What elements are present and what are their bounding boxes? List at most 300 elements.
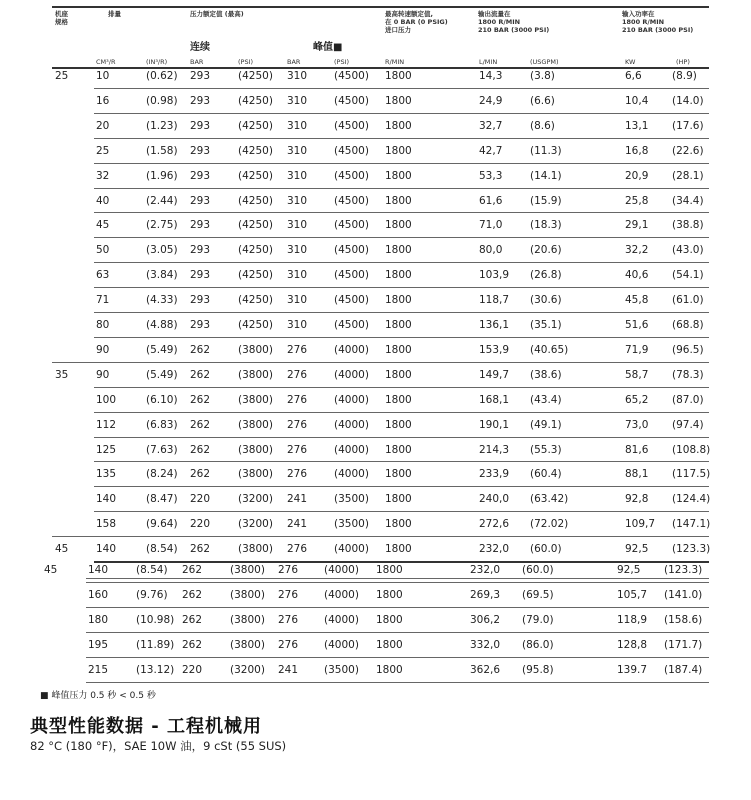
cell-cm3: 90 (96, 368, 110, 381)
table-row (0, 244, 751, 258)
cell-in3: (3.84) (146, 269, 178, 282)
cell-cm3: 125 (96, 443, 117, 456)
cell-gpm: (86.0) (522, 639, 554, 651)
cell-rpm: 1800 (385, 244, 412, 257)
cell-ppsi: (4000) (334, 368, 369, 381)
cell-rpm: 1800 (385, 269, 412, 282)
cell-kw: 128,8 (617, 639, 648, 651)
header-rated-pressure: 压力额定值 (最高) (190, 10, 244, 18)
cell-kw: 20,9 (625, 169, 649, 182)
cell-cm3: 80 (96, 319, 110, 331)
cell-in3: (1.96) (146, 169, 178, 182)
table-row (0, 518, 751, 532)
table-row (0, 419, 751, 433)
cell-pbar: 310 (287, 94, 308, 107)
cell-lmin: 306,2 (470, 614, 501, 626)
cell-lmin: 103,9 (479, 269, 510, 282)
cell-kw: 25,8 (625, 194, 649, 207)
cell-bar: 262 (190, 343, 211, 356)
cell-in3: (0.98) (146, 94, 178, 107)
cell-lmin: 71,0 (479, 219, 503, 232)
cell-cm3: 135 (96, 468, 117, 481)
cell-pbar: 310 (287, 244, 308, 257)
cell-rpm: 1800 (385, 294, 412, 307)
cell-pbar: 276 (287, 418, 308, 431)
cell-lmin: 42,7 (479, 144, 503, 157)
cell-rpm: 1800 (385, 543, 412, 556)
cell-hp: (147.1) (672, 518, 711, 531)
cell-hp: (22.6) (672, 144, 704, 157)
cell-kw: 13,1 (625, 119, 649, 132)
table-top-rule (52, 6, 709, 8)
cell-ppsi: (4500) (334, 119, 369, 132)
cell-ppsi: (4500) (334, 169, 369, 182)
cell-ppsi: (4000) (324, 589, 359, 601)
cell-hp: (43.0) (672, 244, 704, 257)
table-row (0, 170, 751, 184)
cell-kw: 109,7 (625, 518, 656, 531)
cell-rpm: 1800 (385, 393, 412, 406)
table-row (0, 70, 751, 84)
cell-kw: 71,9 (625, 343, 649, 356)
cell-cm3: 158 (96, 518, 117, 531)
cell-gpm: (60.0) (530, 543, 562, 556)
header-input-power: 输入功率在 1800 R/MIN 210 BAR (3000 PSI) (622, 10, 694, 34)
cell-bar: 293 (190, 169, 211, 182)
cell-in3: (6.10) (146, 393, 178, 406)
cell-cm3: 16 (96, 94, 110, 107)
row-rule (94, 287, 709, 288)
table-row (0, 145, 751, 159)
cell-lmin: 214,3 (479, 443, 510, 456)
cell-in3: (4.33) (146, 294, 178, 307)
cell-ppsi: (4000) (324, 614, 359, 626)
cell-psi: (3200) (238, 518, 273, 531)
cell-hp: (187.4) (664, 664, 703, 676)
cell-cm3: 25 (96, 144, 110, 157)
cell-gpm: (69.5) (522, 589, 554, 601)
cell-rpm: 1800 (385, 194, 412, 207)
cell-rpm: 1800 (385, 94, 412, 107)
cell-cm3: 45 (96, 219, 110, 232)
cell-kw: 92,8 (625, 493, 649, 506)
cell-frame: 45 (44, 564, 58, 576)
table-row (0, 664, 751, 678)
row-rule (86, 607, 709, 608)
cell-bar: 293 (190, 219, 211, 232)
cell-pbar: 310 (287, 219, 308, 232)
table-row (0, 369, 751, 383)
cell-gpm: (26.8) (530, 269, 562, 282)
cell-hp: (78.3) (672, 368, 704, 381)
cell-ppsi: (4500) (334, 244, 369, 257)
cell-ppsi: (4500) (334, 269, 369, 282)
cell-cm3: 140 (88, 564, 109, 576)
cell-rpm: 1800 (385, 418, 412, 431)
cell-ppsi: (4500) (334, 94, 369, 107)
cell-lmin: 332,0 (470, 639, 501, 651)
cell-lmin: 118,7 (479, 294, 510, 307)
group-b-top-rule (86, 578, 709, 579)
cell-psi: (3800) (238, 543, 273, 556)
cell-bar: 293 (190, 319, 211, 331)
table-row (0, 639, 751, 653)
cell-gpm: (30.6) (530, 294, 562, 307)
cell-cm3: 50 (96, 244, 110, 257)
cell-cm3: 10 (96, 70, 110, 82)
cell-kw: 40,6 (625, 269, 649, 282)
cell-gpm: (40.65) (530, 343, 569, 356)
cell-cm3: 160 (88, 589, 109, 601)
row-rule (94, 138, 709, 139)
header-displacement: 排量 (108, 10, 121, 18)
cell-kw: 45,8 (625, 294, 649, 307)
table-row (0, 468, 751, 482)
cell-in3: (2.75) (146, 219, 178, 232)
row-rule (94, 387, 709, 388)
cell-hp: (28.1) (672, 169, 704, 182)
cell-kw: 6,6 (625, 70, 642, 82)
cell-in3: (9.64) (146, 518, 178, 531)
cell-rpm: 1800 (385, 493, 412, 506)
cell-bar: 262 (182, 614, 203, 626)
cell-bar: 262 (182, 564, 203, 576)
table-row (0, 195, 751, 209)
cell-psi: (3800) (238, 443, 273, 456)
cell-in3: (5.49) (146, 343, 178, 356)
cell-in3: (1.58) (146, 144, 178, 157)
cell-psi: (3800) (238, 468, 273, 481)
cell-psi: (4250) (238, 94, 273, 107)
cell-lmin: 149,7 (479, 368, 510, 381)
cell-psi: (3800) (238, 368, 273, 381)
cell-lmin: 269,3 (470, 589, 501, 601)
cell-hp: (123.3) (672, 543, 711, 556)
cell-rpm: 1800 (385, 219, 412, 232)
section-title: 典型性能数据 - 工程机械用 (30, 716, 263, 737)
row-rule (52, 536, 709, 537)
cell-in3: (4.88) (146, 319, 178, 331)
unit-label: (PSI) (238, 58, 254, 66)
cell-in3: (8.54) (136, 564, 168, 576)
cell-pbar: 310 (287, 269, 308, 282)
cell-bar: 293 (190, 269, 211, 282)
cell-psi: (3800) (238, 393, 273, 406)
cell-in3: (13.12) (136, 664, 175, 676)
cell-ppsi: (4500) (334, 70, 369, 82)
table-row (0, 493, 751, 507)
cell-in3: (8.24) (146, 468, 178, 481)
row-rule (94, 237, 709, 238)
cell-pbar: 241 (287, 493, 308, 506)
table-row (0, 444, 751, 458)
cell-hp: (108.8) (672, 443, 711, 456)
row-rule (94, 163, 709, 164)
cell-rpm: 1800 (385, 169, 412, 182)
cell-lmin: 362,6 (470, 664, 501, 676)
cell-ppsi: (4500) (334, 219, 369, 232)
cell-hp: (117.5) (672, 468, 711, 481)
cell-gpm: (3.8) (530, 70, 555, 82)
cell-in3: (0.62) (146, 70, 178, 82)
footnote: ■ 峰值压力 0.5 秒 < 0.5 秒 (40, 691, 156, 701)
cell-bar: 262 (190, 468, 211, 481)
cell-gpm: (38.6) (530, 368, 562, 381)
cell-pbar: 241 (287, 518, 308, 531)
cell-ppsi: (4000) (324, 564, 359, 576)
cell-pbar: 276 (278, 639, 299, 651)
cell-ppsi: (4500) (334, 144, 369, 157)
cell-ppsi: (3500) (334, 493, 369, 506)
cell-pbar: 276 (287, 343, 308, 356)
header-max-speed: 最高转速额定值, 在 0 BAR (0 PSIG) 进口压力 (385, 10, 448, 34)
cell-hp: (171.7) (664, 639, 703, 651)
cell-in3: (11.89) (136, 639, 175, 651)
unit-label: BAR (190, 58, 204, 66)
cell-lmin: 232,0 (470, 564, 501, 576)
table-row (0, 294, 751, 308)
table-row (0, 394, 751, 408)
cell-lmin: 233,9 (479, 468, 510, 481)
cell-in3: (9.76) (136, 589, 168, 601)
row-rule (86, 657, 709, 658)
cell-lmin: 14,3 (479, 70, 503, 82)
cell-hp: (14.0) (672, 94, 704, 107)
cell-ppsi: (4000) (334, 418, 369, 431)
cell-bar: 262 (190, 368, 211, 381)
cell-gpm: (35.1) (530, 319, 562, 331)
cell-hp: (141.0) (664, 589, 703, 601)
cell-in3: (8.47) (146, 493, 178, 506)
cell-psi: (4250) (238, 219, 273, 232)
cell-pbar: 276 (287, 468, 308, 481)
cell-ppsi: (4000) (334, 443, 369, 456)
cell-ppsi: (4500) (334, 294, 369, 307)
cell-bar: 220 (190, 493, 211, 506)
table-row (0, 614, 751, 628)
cell-psi: (4250) (238, 119, 273, 132)
cell-ppsi: (4000) (324, 639, 359, 651)
cell-pbar: 310 (287, 294, 308, 307)
cell-hp: (17.6) (672, 119, 704, 132)
cell-kw: 73,0 (625, 418, 649, 431)
cell-gpm: (63.42) (530, 493, 569, 506)
unit-label: KW (625, 58, 636, 66)
cell-in3: (8.54) (146, 543, 178, 556)
cell-bar: 293 (190, 144, 211, 157)
cell-rpm: 1800 (385, 443, 412, 456)
cell-cm3: 112 (96, 418, 117, 431)
cell-ppsi: (4000) (334, 468, 369, 481)
cell-kw: 81,6 (625, 443, 649, 456)
row-rule (94, 437, 709, 438)
cell-cm3: 195 (88, 639, 109, 651)
cell-psi: (3800) (238, 343, 273, 356)
header-rule (52, 67, 709, 69)
row-rule (94, 561, 709, 563)
cell-gpm: (15.9) (530, 194, 562, 207)
cell-gpm: (20.6) (530, 244, 562, 257)
cell-rpm: 1800 (376, 614, 403, 626)
cell-psi: (3800) (230, 564, 265, 576)
header-continuous: 连续 (190, 42, 210, 53)
row-rule (94, 262, 709, 263)
header-frame-size: 机座 规格 (55, 10, 68, 26)
cell-ppsi: (3500) (334, 518, 369, 531)
cell-cm3: 63 (96, 269, 110, 282)
cell-bar: 262 (182, 589, 203, 601)
cell-psi: (4250) (238, 70, 273, 82)
cell-cm3: 40 (96, 194, 110, 207)
cell-pbar: 276 (278, 614, 299, 626)
cell-lmin: 136,1 (479, 319, 510, 331)
cell-kw: 118,9 (617, 614, 648, 626)
cell-bar: 262 (190, 443, 211, 456)
cell-in3: (5.49) (146, 368, 178, 381)
cell-pbar: 276 (287, 368, 308, 381)
cell-gpm: (8.6) (530, 119, 555, 132)
cell-psi: (4250) (238, 294, 273, 307)
cell-rpm: 1800 (385, 518, 412, 531)
cell-hp: (61.0) (672, 294, 704, 307)
cell-cm3: 71 (96, 294, 110, 307)
cell-hp: (124.4) (672, 493, 711, 506)
cell-frame: 35 (55, 368, 69, 381)
cell-ppsi: (4000) (334, 393, 369, 406)
cell-kw: 92,5 (625, 543, 649, 556)
cell-rpm: 1800 (376, 664, 403, 676)
table-row (0, 319, 751, 333)
cell-psi: (3200) (230, 664, 265, 676)
cell-cm3: 100 (96, 393, 117, 406)
cell-kw: 29,1 (625, 219, 649, 232)
cell-lmin: 232,0 (479, 543, 510, 556)
cell-bar: 293 (190, 119, 211, 132)
cell-ppsi: (4500) (334, 319, 369, 331)
row-rule (94, 88, 709, 89)
cell-kw: 32,2 (625, 244, 649, 257)
row-rule (94, 412, 709, 413)
table-row (0, 95, 751, 109)
unit-label: L/MIN (479, 58, 498, 66)
cell-gpm: (6.6) (530, 94, 555, 107)
cell-in3: (6.83) (146, 418, 178, 431)
cell-kw: 92,5 (617, 564, 641, 576)
cell-gpm: (49.1) (530, 418, 562, 431)
table-row (0, 564, 751, 578)
cell-ppsi: (4500) (334, 194, 369, 207)
cell-bar: 220 (182, 664, 203, 676)
cell-bar: 293 (190, 194, 211, 207)
cell-psi: (4250) (238, 144, 273, 157)
cell-kw: 51,6 (625, 319, 649, 331)
cell-psi: (3800) (238, 418, 273, 431)
cell-cm3: 180 (88, 614, 109, 626)
row-rule (94, 113, 709, 114)
cell-kw: 88,1 (625, 468, 649, 481)
table-row (0, 120, 751, 134)
cell-hp: (68.8) (672, 319, 704, 331)
cell-ppsi: (4000) (334, 343, 369, 356)
cell-bar: 293 (190, 244, 211, 257)
cell-lmin: 53,3 (479, 169, 503, 182)
cell-psi: (4250) (238, 319, 273, 331)
cell-cm3: 140 (96, 493, 117, 506)
row-rule (94, 312, 709, 313)
cell-bar: 293 (190, 70, 211, 82)
cell-hp: (96.5) (672, 343, 704, 356)
cell-gpm: (79.0) (522, 614, 554, 626)
cell-cm3: 20 (96, 119, 110, 132)
cell-kw: 58,7 (625, 368, 649, 381)
row-rule (86, 632, 709, 633)
cell-cm3: 32 (96, 169, 110, 182)
table-row (0, 219, 751, 233)
table-row (0, 269, 751, 283)
cell-pbar: 241 (278, 664, 299, 676)
cell-in3: (2.44) (146, 194, 178, 207)
cell-rpm: 1800 (385, 319, 412, 331)
table-row (0, 543, 751, 557)
cell-bar: 293 (190, 294, 211, 307)
cell-pbar: 310 (287, 70, 308, 82)
header-peak: 峰值■ (313, 42, 343, 53)
cell-lmin: 168,1 (479, 393, 510, 406)
cell-hp: (54.1) (672, 269, 704, 282)
cell-lmin: 272,6 (479, 518, 510, 531)
cell-pbar: 310 (287, 144, 308, 157)
cell-cm3: 140 (96, 543, 117, 556)
row-rule (94, 511, 709, 512)
cell-bar: 220 (190, 518, 211, 531)
cell-frame: 45 (55, 543, 69, 556)
cell-ppsi: (3500) (324, 664, 359, 676)
cell-psi: (3800) (230, 614, 265, 626)
cell-kw: 105,7 (617, 589, 648, 601)
cell-bar: 293 (190, 94, 211, 107)
cell-hp: (97.4) (672, 418, 704, 431)
cell-pbar: 310 (287, 194, 308, 207)
cell-psi: (4250) (238, 244, 273, 257)
table-row (0, 344, 751, 358)
cell-gpm: (72.02) (530, 518, 569, 531)
unit-label: (IN³/R) (146, 58, 168, 66)
row-rule (94, 337, 709, 338)
cell-kw: 10,4 (625, 94, 649, 107)
cell-pbar: 276 (287, 543, 308, 556)
cell-bar: 262 (182, 639, 203, 651)
cell-rpm: 1800 (385, 468, 412, 481)
cell-rpm: 1800 (385, 343, 412, 356)
cell-hp: (158.6) (664, 614, 703, 626)
unit-label: BAR (287, 58, 301, 66)
cell-pbar: 276 (278, 589, 299, 601)
cell-psi: (4250) (238, 169, 273, 182)
cell-psi: (3800) (230, 589, 265, 601)
cell-gpm: (60.0) (522, 564, 554, 576)
table-row (0, 589, 751, 603)
cell-lmin: 24,9 (479, 94, 503, 107)
row-rule (86, 682, 709, 683)
cell-frame: 25 (55, 70, 69, 82)
row-rule (86, 582, 709, 583)
cell-cm3: 215 (88, 664, 109, 676)
cell-pbar: 310 (287, 319, 308, 331)
cell-psi: (4250) (238, 269, 273, 282)
unit-label: CM³/R (96, 58, 116, 66)
cell-kw: 16,8 (625, 144, 649, 157)
row-rule (94, 486, 709, 487)
